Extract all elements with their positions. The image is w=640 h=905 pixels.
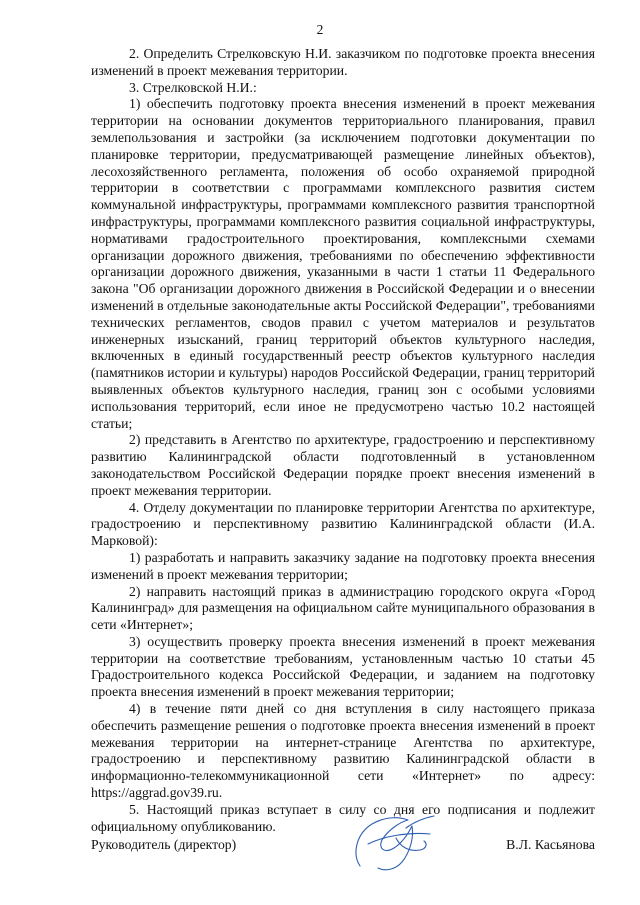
paragraph-item-2: 2. Определить Стрелковскую Н.И. заказчиком по подготовке проекта внесения изменений в проект межевания территории.: [91, 46, 595, 78]
paragraph-4-subitem-3: 3) осуществить проверку проекта внесения изменений в проект межевания территории на соответствие требованиям, установленным частью 10 статьи 45 Градостроительного кодекса Российской Федерации, и заданием на подготовку проекта внесения изменений в проект межевания территории;: [91, 633, 595, 700]
paragraph-item-5: 5. Настоящий приказ вступает в силу со дня его подписания и подлежит официальному опубликованию.: [91, 801, 595, 834]
paragraph-4-subitem-4: 4) в течение пяти дней со дня вступления в силу настоящего приказа обеспечить размещение решения о подготовке проекта внесения изменений в проект межевания территории на интернет-странице Агентства по архитектуре, градостроению и перспективному развитию Калининградской области в информационно-телекоммуникационной сети «Интернет» по адресу: https://aggrad.gov39.ru.: [91, 701, 595, 801]
paragraph-item-4: 4. Отделу документации по планировке территории Агентства по архитектуре, градостроению и перспективному развитию Калининградской области (И.А. Марковой):: [91, 499, 595, 549]
signatory-name: В.Л. Касьянова: [506, 837, 595, 852]
document-body: [91, 46, 595, 835]
paragraph-4-subitem-1: 1) разработать и направить заказчику задание на подготовку проекта внесения изменений в проект межевания территории;: [91, 549, 595, 582]
paragraph-3-subitem-1: 1) обеспечить подготовку проекта внесения изменений в проект межевания территории на основании документов территориального планирования, правил землепользования и застройки (за исключением подготовки документации по планировке территории, предусматривающей размещение линейных объектов), лесохозяйственного регламента, положения об особо охраняемой природной территории в соответствии с программами комплексного развития систем коммунальной инфраструктуры, программами комплексного развития транспортной инфраструктуры, программами комплексного развития социальной инфраструктуры, нормативами градостроительного проектирования, комплексными схемами организации дорожного движения, требованиями по обеспечению эффективности организации дорожного движения, указанными в части 1 статьи 11 Федерального закона "Об организации дорожного движения в Российской Федерации и о внесении изменений в отдельные законодательные акты Российской Федерации", требованиями технических регламентов, сводов правил с учетом материалов и результатов инженерных изысканий, границ территорий объектов культурного наследия, включенных в единый государственный реестр объектов культурного наследия (памятников истории и культуры) народов Российской Федерации, границ территорий выявленных объектов культурного наследия, границ зон с особыми условиями использования территорий, если иное не предусмотрено частью 10.2 настоящей статьи;: [91, 96, 595, 431]
signature-block: [91, 837, 595, 857]
signatory-title: Руководитель (директор): [91, 837, 237, 852]
paragraph-4-subitem-2: 2) направить настоящий приказ в администрацию городского округа «Город Калининград» для размещения на официальном сайте муниципального образования в сети «Интернет»;: [91, 583, 595, 633]
paragraph-item-3: 3. Стрелковской Н.И.:: [129, 79, 257, 95]
paragraph-3-subitem-2: 2) представить в Агентство по архитектуре, градостроению и перспективному развитию Калининградской области подготовленный в установленном законодательством Российской Федерации порядке проект внесения изменений в проект межевания территории.: [91, 432, 595, 498]
page-number: 2: [316, 22, 324, 37]
